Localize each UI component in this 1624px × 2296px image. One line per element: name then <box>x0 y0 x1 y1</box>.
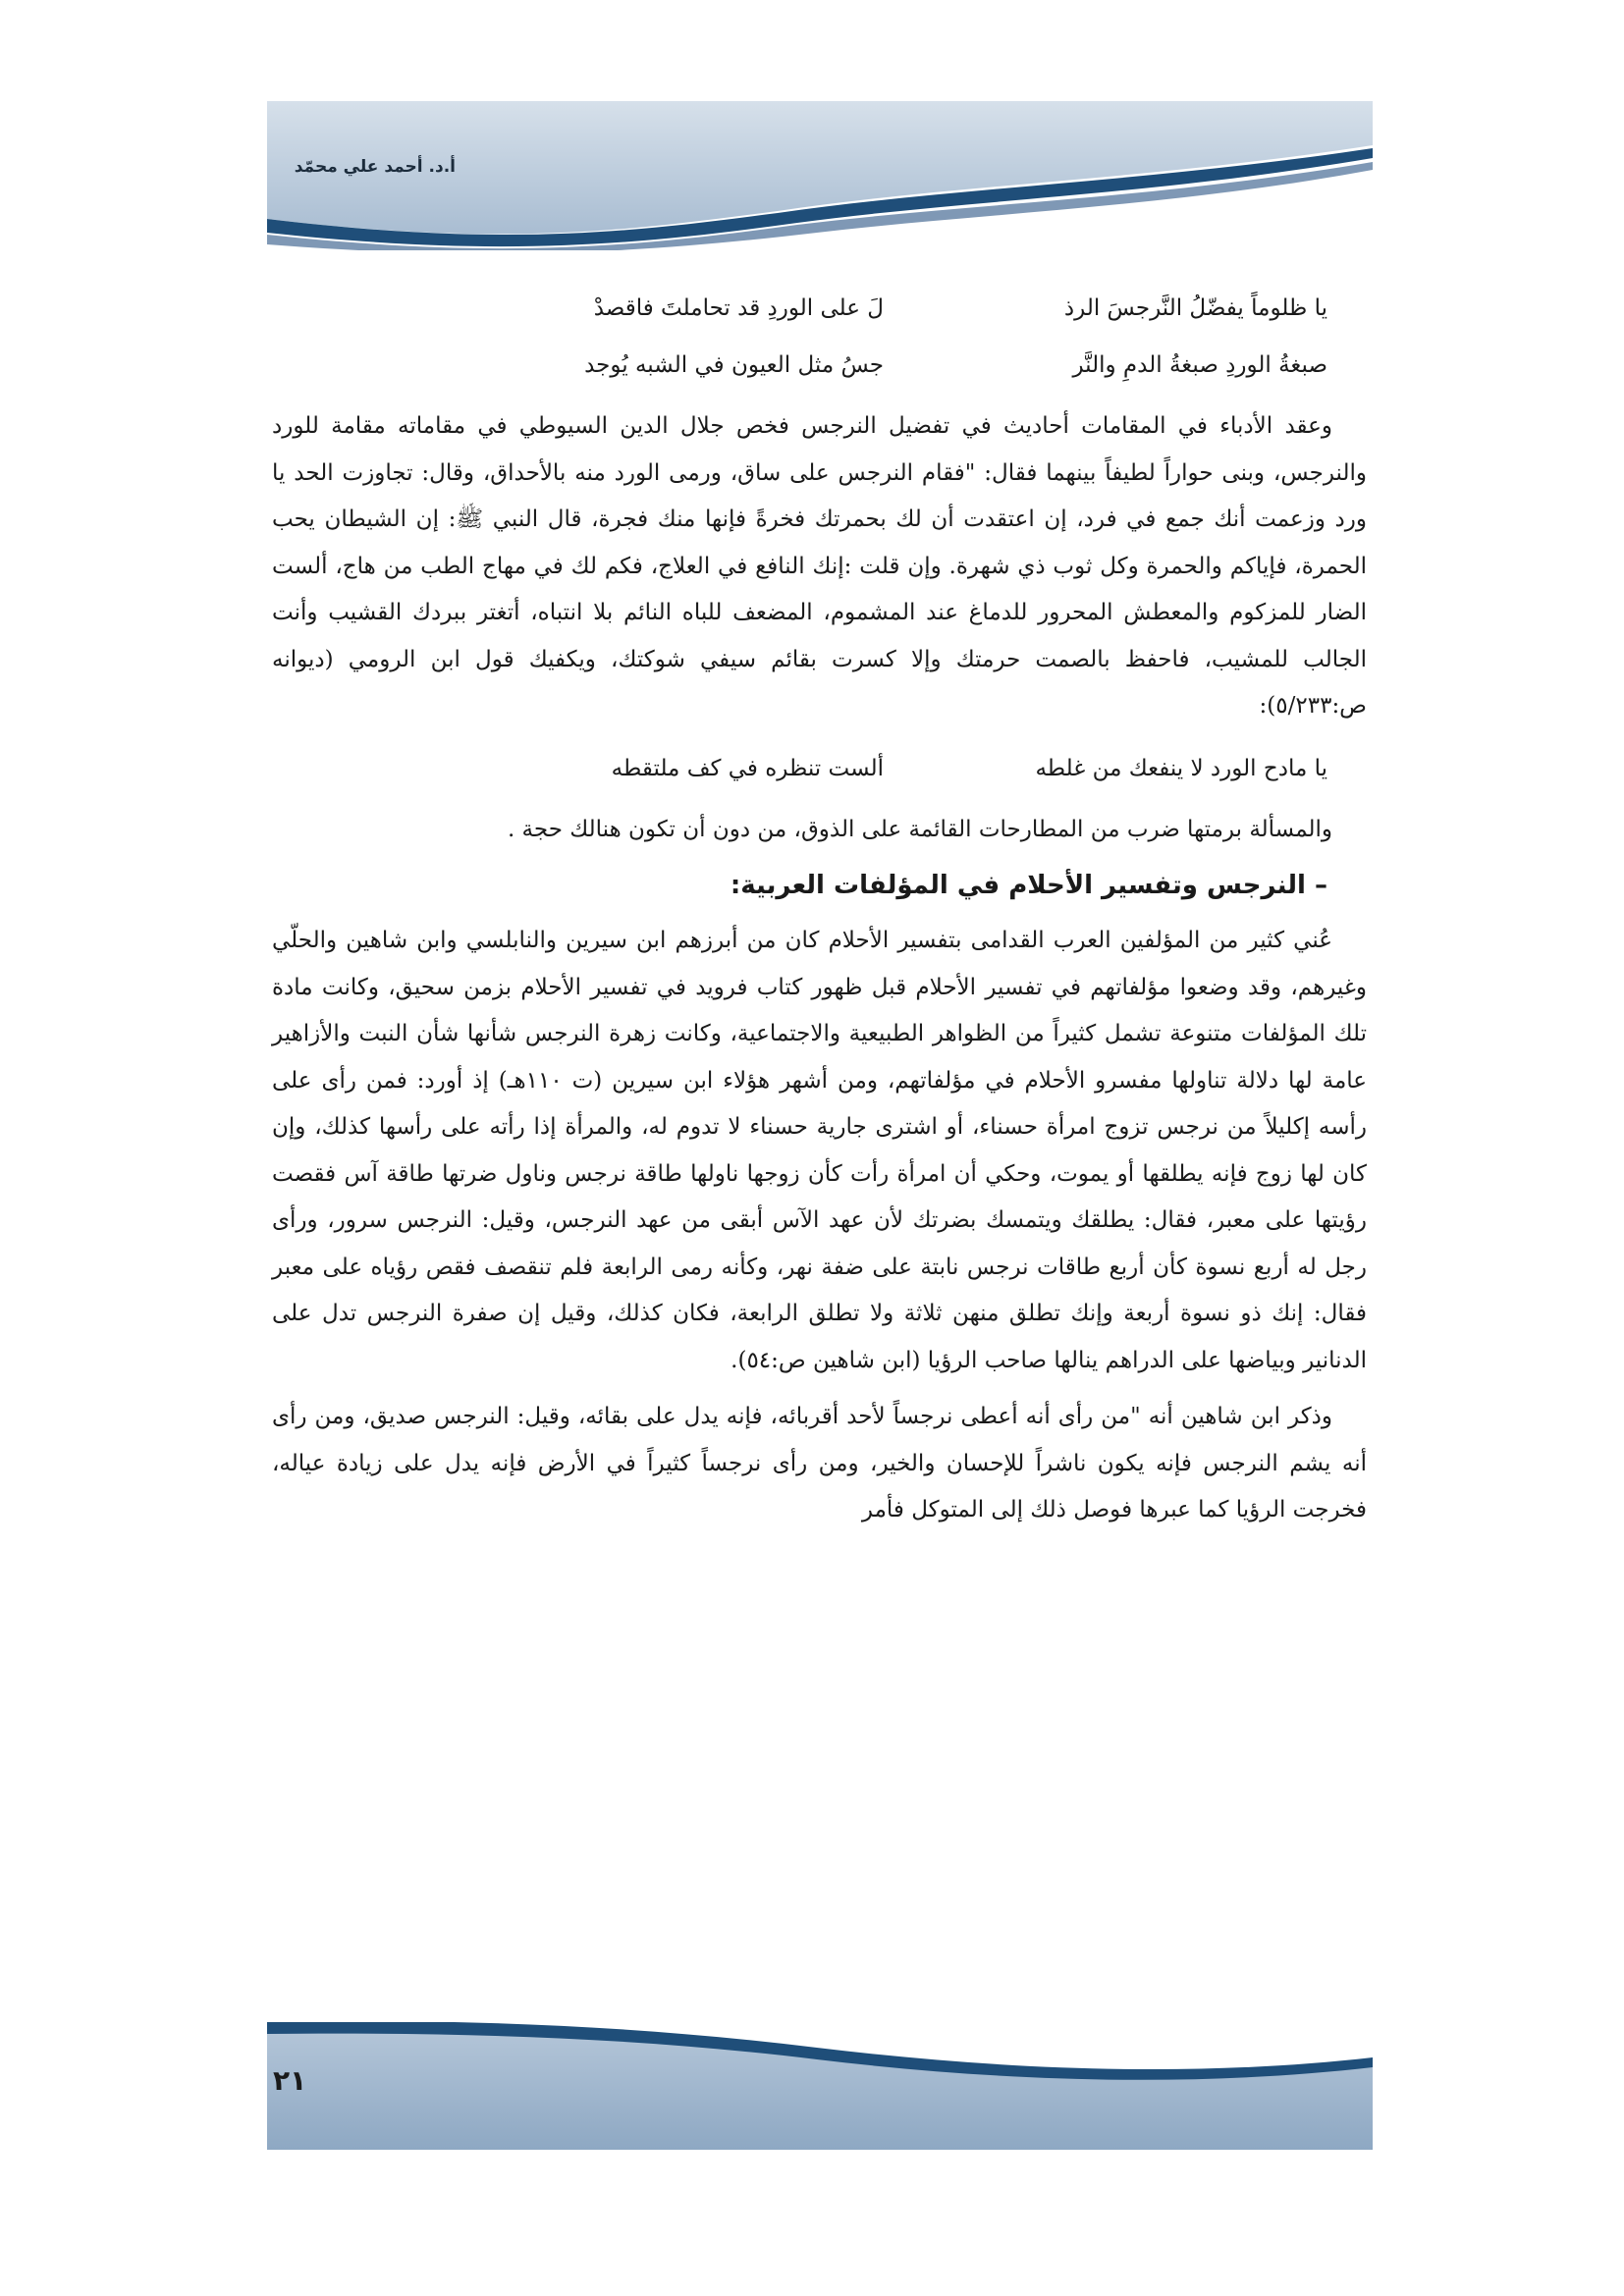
verse-first-hemistich: يا ظلوماً يفضّلُ النَّرجسَ الرذ <box>1063 295 1327 321</box>
verse-second-hemistich: ألست تنظره في كف ملتقطه <box>611 755 884 781</box>
verse-second-hemistich: جسُ مثل العيون في الشبه يُوجد <box>584 352 884 378</box>
page-body <box>272 280 1367 1534</box>
paragraph: عُني كثير من المؤلفين العرب القدامى بتفسير الأحلام كان من أبرزهم ابن سيرين والنابلسي وابن شاهين والحلّي وغيرهم، وقد وضعوا مؤلفاتهم في تفسير الأحلام قبل ظهور كتاب فرويد في تفسير الأحلام بزمن سحيق، وكانت مادة تلك المؤلفات متنوعة تشمل كثيراً من الظواهر الطبيعية والاجتماعية، وكانت زهرة النرجس شأنها شأن النبت والأزاهير عامة لها دلالة تناولها مفسرو الأحلام في مؤلفاتهم، ومن أشهر هؤلاء ابن سيرين (ت ١١٠هـ) إذ أورد: فمن رأى على رأسه إكليلاً من نرجس تزوج امرأة حسناء، أو اشترى جارية حسناء لا تدوم له، والمرأة إذا رأته على رأسها كذلك، وإن كان لها زوج فإنه يطلقها أو يموت، وحكي أن امرأة رأت كأن زوجها ناولها طاقة نرجس وناول ضرتها طاقة آس فقصت رؤيتها على معبر، فقال: يطلقك ويتمسك بضرتك لأن عهد الآس أبقى من عهد النرجس، وقيل: النرجس سرور، ورأى رجل له أربع نسوة كأن أربع طاقات نرجس نابتة على ضفة نهر، وكأنه رمى الرابعة فلم تنقصف فقص رؤياه على معبر فقال: إنك ذو نسوة أربعة وإنك تطلق منهن ثلاثة ولا تطلق الرابعة، فكان كذلك، وقيل إن صفرة النرجس تدل على الدنانير وبياضها على الدراهم ينالها صاحب الرؤيا (ابن شاهين ص:٥٤). <box>272 928 1368 1373</box>
verse-second-hemistich: لَ على الوردِ قد تحاملتَ فاقصدْ <box>593 295 884 321</box>
verse-first-hemistich: صبغةُ الوردِ صبغةُ الدمِ والنَّر <box>1072 352 1327 378</box>
paragraph: وذكر ابن شاهين أنه "من رأى أنه أعطى نرجساً لأحد أقربائه، فإنه يدل على بقائه، وقيل: النرجس صديق، ومن رأى أنه يشم النرجس فإنه يكون ناشراً للإحسان والخير، ومن رأى نرجساً كثيراً في الأرض فإنه يدل على زيادة عياله، فخرجت الرؤيا كما عبرها فوصل ذلك إلى المتوكل فأمر <box>272 1404 1367 1522</box>
footer-banner <box>267 2022 1373 2150</box>
section-heading: – النرجس وتفسير الأحلام في المؤلفات العربية: <box>730 871 1327 900</box>
paragraph: والمسألة برمتها ضرب من المطارحات القائمة على الذوق، من دون أن تكون هنالك حجة . <box>507 816 1332 842</box>
poem-verse <box>272 280 1367 337</box>
poem-verse <box>272 740 1367 797</box>
poem-verse <box>272 337 1367 394</box>
page-number: ٢١ <box>273 2064 307 2097</box>
header-author: أ.د. أحمد علي محمّد <box>294 157 456 177</box>
verse-first-hemistich: يا مادح الورد لا ينفعك من غلطه <box>1035 755 1327 781</box>
paragraph: وعقد الأدباء في المقامات أحاديث في تفضيل النرجس فخص جلال الدين السيوطي في مقاماته مقامة للورد والنرجس، وبنى حواراً لطيفاً بينهما فقال: "فقام النرجس على ساق، ورمى الورد منه بالأحداق، وقال: تجاوزت الحد يا ورد وزعمت أنك جمع في فرد، إن اعتقدت أن لك بحمرتك فخرةً فإنها منك فجرة، قال النبي ﷺ: إن الشيطان يحب الحمرة، فإياكم والحمرة وكل ثوب ذي شهرة. وإن قلت :إنك النافع في العلاج، فكم لك في مهاج الطب من هاج، ألست الضار للمزكوم والمعطش المحرور للدماغ عند المشموم، المضعف للباه النائم بلا انتباه، أتغتر ببردك القشيب وأنت الجالب للمشيب، فاحفظ بالصمت حرمتك وإلا كسرت بقائم سيفي شوكتك، ويكفيك قول ابن الرومي (ديوانه ص:٥/٢٣٣): <box>272 413 1367 719</box>
